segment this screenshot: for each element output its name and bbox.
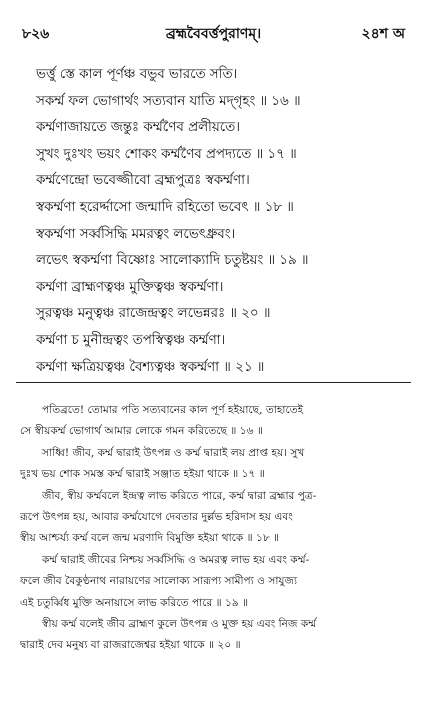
verse-line: কর্ম্মণা ব্রাহ্মণত্বঞ্চ মুক্তিত্বঞ্চ স্বকর্ম্মণা। [36, 279, 224, 295]
verse-line: কর্ম্মণেন্দ্রো ভবেজ্জীবো ব্রহ্মপুত্রঃ স্বকর্ম্মণা। [36, 173, 250, 189]
translation-line: স্বীয় কর্ম্ম বলেই জীব ব্রাহ্মণ কুলে উৎপন্ন ও মুক্ত হয় এবং নিজ কর্ম্ম [42, 617, 317, 630]
verse-line: সুরত্বঞ্চ মনুত্বঞ্চ রাজেন্দ্রত্বং লভেন্নরঃ ॥ ২০ ॥ [36, 306, 271, 322]
section-divider [16, 382, 411, 383]
translation-line: দ্বারাই দেব মনুষ্য বা রাজরাজেশ্বর হইয়া থাকে ॥ ২০ ॥ [20, 639, 241, 652]
translation-line: জীব, স্বীয় কর্ম্মবলে ইন্দ্রত্ব লাভ করিতে পারে, কর্ম্ম দ্বারা ব্রহ্মার পুত্র- [42, 489, 317, 502]
running-title: ব্রহ্মবৈবর্ত্তপুরাণম্‌। [165, 26, 262, 42]
verse-line: ভর্ত্তু স্তে কাল পূর্ণঞ্চ বভুব ভারতে সতি। [36, 67, 238, 82]
translation-line: স্বীয় আশ্চর্য্য কর্ম্ম বলে জন্ম মরণাদি বিমুক্তি হইয়া থাকে ॥ ১৮ ॥ [20, 532, 280, 545]
verse-line: লভেৎ স্বকর্ম্মণা বিষ্ণোঃ সালোক্যাদি চতুষ্টয়ং ॥ ১৯ ॥ [36, 253, 309, 269]
chapter-number: ২৪শ অ [361, 26, 405, 42]
verse-line: সুখং দুঃখং ভয়ং শোকং কর্ম্মণৈব প্রপদ্যতে ॥ ১৭ ॥ [36, 146, 297, 162]
translation-line: রূপে উৎপন্ন হয়, আবার কর্ম্মযোগে দেবতার দুর্ল্লভ হরিদাস হয় এবং [20, 510, 293, 523]
translation-line: এই চতুর্ব্বিধ মুক্তি অনায়াসে লাভ করিতে পারে ॥ ১৯ ॥ [20, 596, 249, 609]
sanskrit-verses [22, 62, 409, 381]
verse-line: কর্ম্মণা চ মুনীন্দ্রত্বং তপস্বিত্বঞ্চ কর্ম্মণা। [36, 332, 226, 348]
verse-line: কর্ম্মণাজায়তে জন্তুঃ কর্ম্মণৈব প্রলীয়তে। [36, 120, 240, 136]
translation-line: দুঃখ ভয় শোক সমস্ত কর্ম্ম দ্বারাই সঞ্জাত হইয়া থাকে ॥ ১৭ ॥ [20, 468, 265, 481]
translation-line: সাধ্বি! জীব, কর্ম্ম দ্বারাই উৎপন্ন ও কর্ম্ম দ্বারাই লয় প্রাপ্ত হয়। সুখ [42, 446, 305, 459]
page-number: ৮২৬ [22, 26, 50, 42]
translation-line: পতিব্রতে! তোমার পতি সত্যবানের কাল পূর্ণ হইয়াছে, তাহাতেই [42, 404, 304, 416]
bengali-translation [20, 400, 409, 657]
verse-line: কর্ম্মণা ক্ষত্রিয়ত্বঞ্চ বৈশ্যত্বঞ্চ স্বকর্ম্মণা ॥ ২১ ॥ [36, 359, 265, 375]
page-header [22, 22, 405, 46]
verse-line: স্বকর্ম্মণা সর্ব্বসিদ্ধি মমরত্বং লভেৎধ্রুবং। [36, 226, 236, 242]
translation-line: কর্ম্ম দ্বারাই জীবের নিশ্চয় সর্ব্বসিদ্ধি ও অমরত্ব লাভ হয় এবং কর্ম্ম- [42, 553, 310, 566]
verse-line: সকর্ম্ম ফল ভোগার্থং সত্যবান যাতি মদ্‌গৃহং ॥ ১৬ ॥ [36, 93, 301, 109]
verse-line: স্বকর্ম্মণা হরের্দ্দাসো জন্মাদি রহিতো ভবেৎ ॥ ১৮ ॥ [36, 199, 294, 215]
translation-line: সে স্বীয়কর্ম্ম ভোগার্থ আমার লোকে গমন করিতেছে ॥ ১৬ ॥ [20, 425, 263, 438]
translation-line: ফলে জীব বৈকুণ্ঠনাথ নারায়ণের সালোক্য সারূপ্য সামীপ্য ও সাযুজ্য [20, 575, 298, 588]
